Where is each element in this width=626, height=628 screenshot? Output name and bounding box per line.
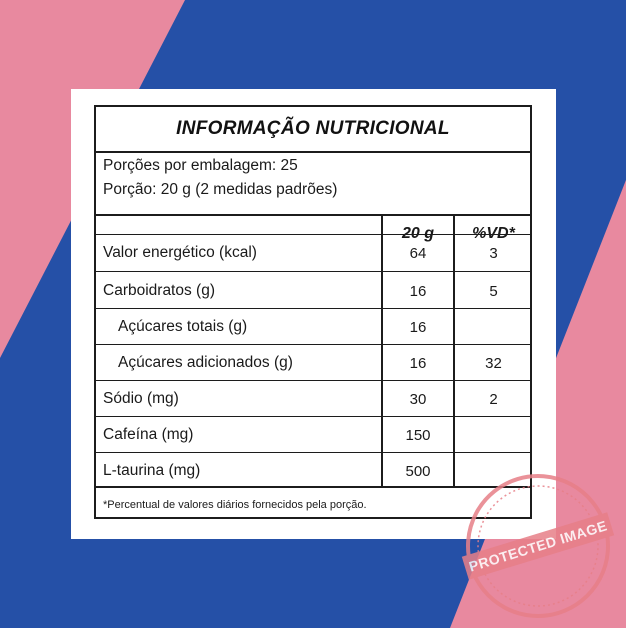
table-row (96, 417, 530, 453)
serving-size: Porção: 20 g (2 medidas padrões) (103, 181, 338, 198)
column-header-dv: %VD* (472, 225, 515, 242)
nutrient-dv (455, 309, 532, 345)
footnote: *Percentual de valores diários fornecidos pela porção. (103, 499, 367, 511)
nutrient-amount: 16 (409, 282, 427, 300)
nutrient-label: Sódio (mg) (103, 390, 179, 407)
table-row (96, 273, 530, 309)
stamp-text: PROTECTED IMAGE (466, 517, 610, 575)
table-row (96, 345, 530, 381)
nutrition-facts-panel (94, 105, 532, 519)
nutrient-amount: 150 (405, 426, 431, 444)
table-row (96, 309, 530, 345)
nutrient-dv (455, 417, 532, 453)
table-row (96, 235, 530, 271)
nutrient-dv: 3 (489, 244, 498, 262)
nutrient-label: L-taurina (mg) (103, 462, 201, 479)
divider (96, 151, 530, 153)
servings-per-package: Porções por embalagem: 25 (103, 157, 298, 174)
nutrient-amount: 16 (409, 354, 427, 372)
nutrient-amount: 64 (409, 244, 427, 262)
nutrient-label: Valor energético (kcal) (103, 244, 257, 261)
nutrient-label: Açúcares totais (g) (118, 318, 248, 335)
nutrient-amount: 30 (409, 390, 427, 408)
protected-image-stamp (458, 466, 618, 626)
panel-title: INFORMAÇÃO NUTRICIONAL (176, 118, 450, 139)
nutrient-dv: 5 (489, 282, 498, 300)
divider (96, 271, 530, 272)
nutrient-dv: 2 (489, 390, 498, 408)
nutrient-amount: 16 (409, 318, 427, 336)
nutrient-label: Carboidratos (g) (103, 282, 215, 299)
nutrient-amount: 500 (405, 462, 431, 480)
nutrient-label: Cafeína (mg) (103, 426, 194, 443)
table-row (96, 381, 530, 417)
column-header-amount: 20 g (401, 225, 434, 242)
nutrient-dv: 32 (485, 354, 502, 372)
nutrient-label: Açúcares adicionados (g) (118, 354, 293, 371)
